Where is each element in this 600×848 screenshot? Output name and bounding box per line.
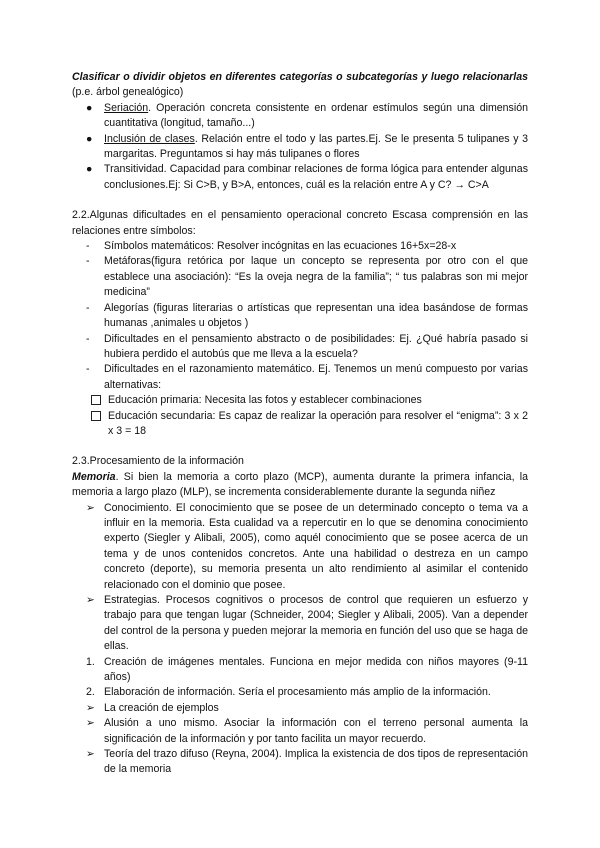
number-marker: 2.	[86, 686, 95, 699]
list-item	[72, 501, 528, 593]
intro-paragraph	[72, 70, 528, 101]
difficulties-list	[72, 239, 528, 439]
memory-text: . Si bien la memoria a corto plazo (MCP), aumenta durante la primera infancia, la memoria a largo plazo (MLP), se incrementa considerablemente durante la segunda niñez	[72, 470, 528, 499]
item-text: Metáforas(figura retórica por laque un concepto se representa por otro con el que establece una asociación): “Es la oveja negra de la familia”; “ tus palabras son mi mejor medicina”	[104, 255, 528, 299]
list-item	[72, 162, 528, 193]
item-text: . Operación concreta consistente en ordenar estímulos según una dimensión cuantitativa (longitud, tamaño...)	[104, 101, 528, 130]
memory-paragraph	[72, 470, 528, 501]
bullet-list	[72, 101, 528, 193]
item-text: Dificultades en el razonamiento matemático. Ej. Tenemos un menú compuesto por varias alternativas:	[104, 363, 528, 391]
list-item	[72, 701, 528, 716]
memory-list	[72, 501, 528, 778]
intro-tail: (p.e. árbol genealógico)	[72, 86, 184, 99]
arrow-marker: ➢	[86, 717, 95, 730]
list-item	[72, 747, 528, 778]
section-2-3-heading: 2.3.Procesamiento de la información	[72, 455, 244, 468]
document-page	[72, 70, 528, 778]
section-2-2-heading: 2.2.Algunas dificultades en el pensamiento operacional concreto Escasa comprensión en las relaciones entre símbolos:	[72, 209, 528, 237]
item-text: Creación de imágenes mentales. Funciona en mejor medida con niños mayores (9-11 años)	[104, 655, 528, 684]
dash-marker: -	[86, 255, 90, 268]
list-item	[72, 101, 528, 132]
arrow-marker: ➢	[86, 501, 95, 514]
bullet-marker: ●	[86, 132, 93, 145]
item-text: Alegorías (figuras literarias o artísticas que representan una idea basándose de formas humanas ,animales u objetos )	[104, 301, 528, 330]
dash-marker: -	[86, 363, 90, 376]
list-item	[72, 362, 528, 393]
arrow-marker: ➢	[86, 594, 95, 606]
item-text: La creación de ejemplos	[104, 701, 219, 714]
item-text: Símbolos matemáticos: Resolver incógnitas en las ecuaciones 16+5x=28-x	[104, 240, 457, 253]
dash-marker: -	[86, 332, 90, 345]
list-item	[72, 593, 528, 655]
item-term: Seriación	[104, 101, 149, 114]
item-text: Alusión a uno mismo. Asociar la información con el terreno personal aumenta la significación de la información y por tanto facilita un mayor recuerdo.	[104, 717, 528, 745]
number-marker: 1.	[86, 655, 95, 668]
item-text: Educación secundaria: Es capaz de realizar la operación para resolver el “enigma”: 3 x 2 x 3 = 18	[108, 409, 528, 437]
intro-lead: Clasificar o dividir objetos en diferentes categorías o subcategorías y luego relacionarlas	[72, 71, 528, 83]
checkbox-icon[interactable]	[91, 395, 101, 405]
list-item	[72, 685, 528, 700]
dash-marker: -	[86, 301, 90, 314]
item-text: Conocimiento. El conocimiento que se posee de un determinado concepto o tema va a influir en la memoria. Esta cualidad va a repercutir en lo que se denomina conocimiento experto (Siegler y Alibali, 2005), como aquél conocimiento que se posee acerca de un tema y de unos contenidos concretos. Ante una habilidad o destreza en un campo concreto (deporte), su memoria presenta un alto rendimiento al asimilar el contenido relacionado con el dominio que posee.	[104, 501, 528, 591]
bullet-marker: ●	[86, 163, 93, 176]
item-text: Dificultades en el pensamiento abstracto o de posibilidades: Ej. ¿Qué habría pasado si hubiera perdido el autobús que me lleva a la escuela?	[104, 332, 528, 360]
item-text: Educación primaria: Necesita las fotos y establecer combinaciones	[108, 394, 422, 407]
list-item	[72, 332, 528, 363]
arrow-marker: ➢	[86, 748, 95, 761]
item-text: Transitividad. Capacidad para combinar relaciones de forma lógica para entender algunas conclusiones.Ej: Si C>B, y B>A, entonces, cuál es la relación entre A y C? → C>A	[104, 163, 528, 191]
memory-term: Memoria	[72, 470, 116, 483]
item-text: Teoría del trazo difuso (Reyna, 2004). Implica la existencia de dos tipos de representación de la memoria	[104, 748, 528, 776]
item-text: Estrategias. Procesos cognitivos o procesos de control que requieren un esfuerzo y trabajo para que tengan lugar (Schneider, 2004; Siegler y Alibali, 2005). Van a depender del control de la persona y pueden mejorar la memoria en función del uso que se haga de ellas.	[104, 594, 528, 653]
item-text: . Relación entre el todo y las partes.Ej. Se le presenta 5 tulipanes y 3 margaritas. Preguntamos si hay más tulipanes o flores	[104, 132, 528, 161]
item-text: Elaboración de información. Sería el procesamiento más amplio de la información.	[104, 686, 491, 699]
list-item	[72, 132, 528, 163]
bullet-marker: ●	[86, 101, 93, 114]
checkbox-icon[interactable]	[91, 411, 101, 421]
list-item	[72, 716, 528, 747]
dash-marker: -	[86, 240, 90, 253]
list-item	[72, 301, 528, 332]
checkbox-item-secondary	[72, 409, 528, 440]
list-item	[72, 239, 528, 254]
list-item	[72, 254, 528, 300]
checkbox-item-primary	[72, 393, 528, 408]
list-item	[72, 655, 528, 686]
item-term: Inclusión de clases	[104, 132, 195, 145]
arrow-marker: ➢	[86, 701, 95, 714]
